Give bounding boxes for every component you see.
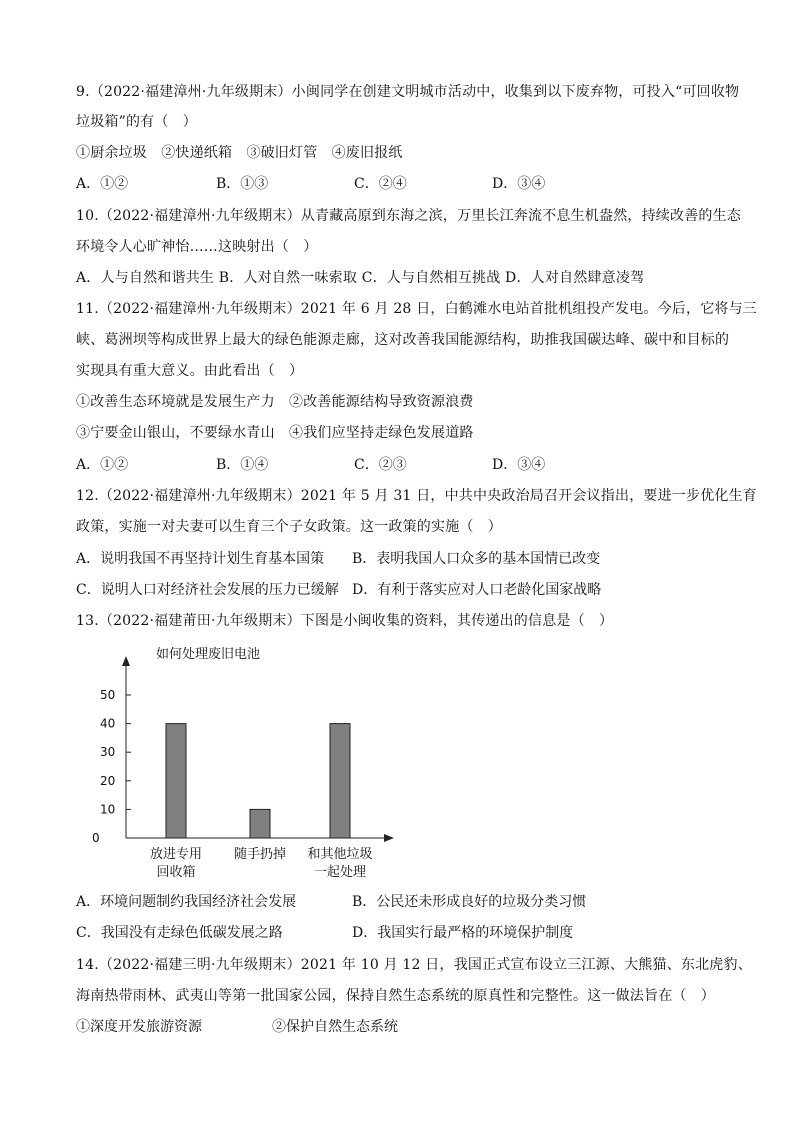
- q11-stem-line1: 11.（2022·福建漳州·九年级期末）2021 年 6 月 28 日，白鹤滩水电站首批机组投产发电。今后，它将与三: [76, 301, 757, 317]
- q12-option-c: C．说明人口对经济社会发展的压力已缓解: [76, 582, 339, 598]
- battery-disposal-chart: [76, 640, 416, 890]
- q12-option-b: B．表明我国人口众多的基本国情已改变: [352, 551, 601, 567]
- y-tick-label: 50: [100, 688, 116, 702]
- q12-stem-line2: 政策，实施一对夫妻可以生育三个子女政策。这一政策的实施（ ）: [76, 519, 502, 535]
- q12-option-d: D．有利于落实应对人口老龄化国家战略: [352, 582, 602, 598]
- bar: [330, 724, 350, 838]
- q9-stem-line2: 垃圾箱”的有（ ）: [76, 114, 197, 130]
- x-tick-label: 回收箱: [156, 865, 196, 880]
- q12-option-a: A．说明我国不再坚持计划生育基本国策: [76, 551, 325, 567]
- q11-items-line1: ①改善生态环境就是发展生产力 ②改善能源结构导致资源浪费: [76, 394, 474, 410]
- y-axis-arrow: [122, 656, 130, 666]
- x-axis-arrow: [384, 834, 394, 842]
- y-tick-label: 20: [100, 773, 116, 788]
- q9-option-d: D．③④: [492, 176, 546, 192]
- q11-stem-line3: 实现具有重大意义。由此看出（ ）: [76, 363, 304, 379]
- q9-option-b: B．①③: [216, 176, 269, 192]
- q11-items-line2: ③宁要金山银山，不要绿水青山 ④我们应坚持走绿色发展道路: [76, 425, 474, 441]
- q11-stem-line2: 峡、葛洲坝等构成世界上最大的绿色能源走廊，这对改善我国能源结构，助推我国碳达峰、碳中和目标的: [76, 332, 730, 348]
- x-tick-label: 和其他垃圾: [307, 847, 373, 862]
- q14-stem-line1: 14.（2022·福建三明·九年级期末）2021 年 10 月 12 日，我国正式宣布设立三江源、大熊猫、东北虎豹、: [76, 957, 752, 973]
- q11-option-c: C．②③: [354, 457, 407, 473]
- bar: [250, 809, 270, 838]
- y-tick-label: 30: [100, 745, 116, 760]
- y-tick-label: 10: [100, 802, 116, 817]
- q9-items: ①厨余垃圾 ②快递纸箱 ③破旧灯管 ④废旧报纸: [76, 145, 403, 161]
- q10-options: A．人与自然和谐共生 B．人对自然一味索取 C．人与自然相互挑战 D．人对自然肆意凌驾: [76, 270, 645, 286]
- q14-item-2: ②保护自然生态系统: [272, 1019, 398, 1035]
- bar: [166, 724, 186, 838]
- q13-option-d: D．我国实行最严格的环境保护制度: [352, 925, 574, 941]
- x-tick-label: 放进专用: [149, 847, 203, 862]
- q11-option-d: D．③④: [492, 457, 546, 473]
- q10-stem-line2: 环境令人心旷神怡……这映射出（ ）: [76, 239, 318, 255]
- q13-stem-line1: 13.（2022·福建莆田·九年级期末）下图是小闽收集的资料，其传递出的信息是（ ）: [76, 613, 614, 629]
- y-tick-label: 40: [100, 716, 116, 731]
- q9-option-c: C．②④: [354, 176, 407, 192]
- x-tick-label: 一起处理: [313, 865, 367, 880]
- bar-chart-svg: [76, 640, 416, 890]
- q12-stem-line1: 12.（2022·福建漳州·九年级期末）2021 年 5 月 31 日，中共中央政治局召开会议指出，要进一步优化生育: [76, 488, 757, 504]
- q13-option-a: A．环境问题制约我国经济社会发展: [76, 894, 297, 910]
- q13-option-c: C．我国没有走绿色低碳发展之路: [76, 925, 283, 941]
- q11-option-a: A．①②: [76, 457, 129, 473]
- x-tick-label: 随手扔掉: [233, 847, 287, 862]
- q14-item-1: ①深度开发旅游资源: [76, 1019, 202, 1035]
- q13-option-b: B．公民还未形成良好的垃圾分类习惯: [352, 894, 587, 910]
- y-tick-label: 0: [92, 831, 100, 845]
- chart-title: 如何处理废旧电池: [156, 647, 261, 662]
- q9-option-a: A．①②: [76, 176, 129, 192]
- q14-stem-line2: 海南热带雨林、武夷山等第一批国家公园，保持自然生态系统的原真性和完整性。这一做法旨在（ ）: [76, 988, 715, 1004]
- q11-option-b: B．①④: [216, 457, 269, 473]
- q9-stem-line1: 9.（2022·福建漳州·九年级期末）小闽同学在创建文明城市活动中，收集到以下废弃物，可投入“可回收物: [76, 84, 740, 100]
- q10-stem-line1: 10.（2022·福建漳州·九年级期末）从青藏高原到东海之滨，万里长江奔流不息生机盎然，持续改善的生态: [76, 208, 741, 224]
